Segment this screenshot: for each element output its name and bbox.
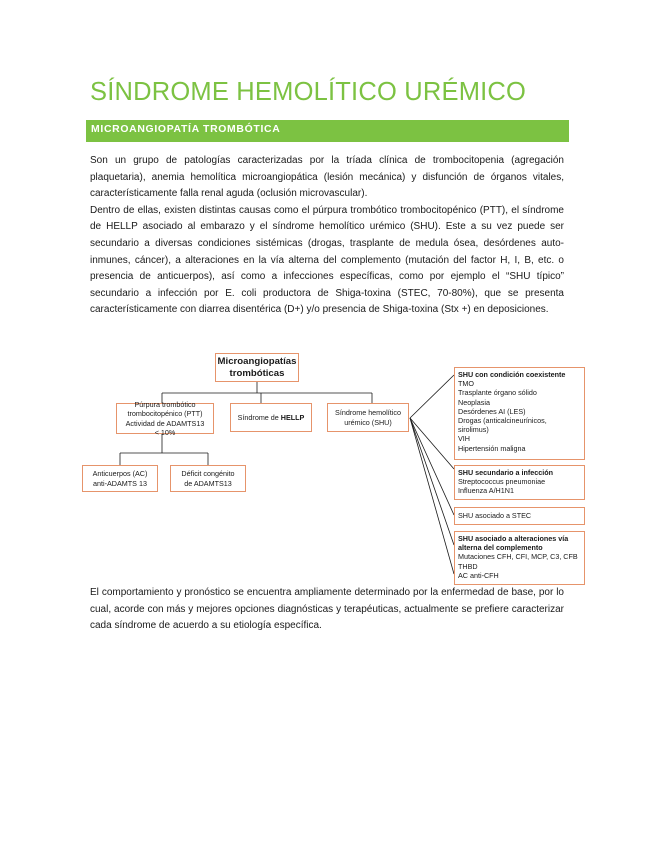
- hellp-node: Síndrome de HELLP: [230, 403, 312, 432]
- section-header-label: MICROANGIOPATÍA TROMBÓTICA: [91, 124, 281, 135]
- root-node: Microangiopatías trombóticas: [215, 353, 299, 382]
- shu-node: Síndrome hemolítico urémico (SHU): [327, 403, 409, 432]
- classification-diagram: [80, 345, 590, 585]
- paragraph-3: El comportamiento y pronóstico se encuentra ampliamente determinado por la enfermedad de base, por lo cual, acorde con más y mejores opciones diagnósticas y terapéuticas, actualmente se prefiere caracterizar cada síndrome de acuerdo a su etiología específica.: [90, 587, 564, 632]
- intro-text: [90, 153, 564, 319]
- page-title: SÍNDROME HEMOLÍTICO URÉMICO: [90, 78, 527, 106]
- paragraph-2: Dentro de ellas, existen distintas causas como el púrpura trombótico trombocitopénico (PTT), el síndrome de HELLP asociado al embarazo y el síndrome hemolítico urémico (SHU). Este a su vez puede ser secundario a diversas condiciones sistémicas (drogas, trasplante de medula ósea, desórdenes auto- inmunes, cáncer), a alteraciones en la vía alterna del complemento (mutación del factor H, I, B, etc. o presencia de anticuerpos), así como a infecciones específicas, como por ejemplo el “SHU típico” secundario a infección por E. coli productora de Shiga-toxina (STEC, 70-80%), que se presenta característicamente con diarrea disentérica (D+) y/o presencia de Shiga-toxina (Stx +) en deposiciones.: [90, 204, 564, 316]
- anticuerpos-node: Anticuerpos (AC) anti-ADAMTS 13: [82, 465, 158, 492]
- shu-stec-node: SHU asociado a STEC: [454, 507, 585, 525]
- paragraph-1: Son un grupo de patologías caracterizadas por la tríada clínica de trombocitopenia (agregación plaquetaria), anemia hemolítica microangiopática (lesión mecánica) y disfunción de órganos vitales, característicamente falla renal aguda (oclusión microvascular).: [90, 155, 564, 200]
- section-header: [86, 120, 569, 142]
- ptt-node: Púrpura trombótico trombocitopénico (PTT) Actividad de ADAMTS13 < 10%: [116, 403, 214, 434]
- shu-coexistente-node: SHU con condición coexistente TMO Trasplante órgano sólido Neoplasia Desórdenes AI (LES) Drogas (anticalcineurínicos, sirolimus) VIH Hipertensión maligna: [454, 367, 585, 460]
- shu-infeccion-node: SHU secundario a infección Streptococcus pneumoniae Influenza A/H1N1: [454, 465, 585, 500]
- shu-complemento-node: SHU asociado a alteraciones vía alterna del complemento Mutaciones CFH, CFI, MCP, C3, CFB THBD AC anti-CFH: [454, 531, 585, 585]
- deficit-node: Déficit congénito de ADAMTS13: [170, 465, 246, 492]
